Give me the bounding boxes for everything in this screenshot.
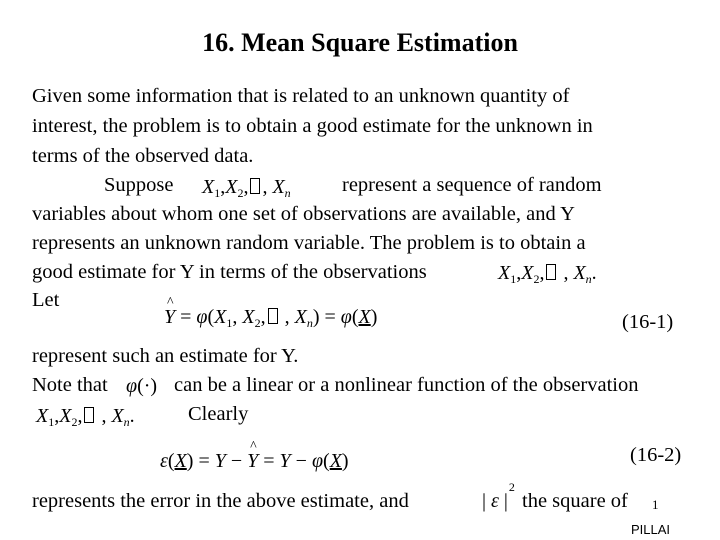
paragraph-line-last: represents the error in the above estimate, and (32, 490, 409, 512)
error-squared-formula: | ε | 2 (482, 480, 515, 512)
note-suffix: can be a linear or a nonlinear function of the observation (174, 374, 639, 396)
phi-function-formula: φ(·) (126, 375, 158, 397)
observations-formula-inline: $X_1,X_2$, , $X_n$. (498, 262, 597, 286)
observations-sequence-formula: $X_1,X_2$, , $X_n$ (202, 176, 291, 200)
suppose-label: Suppose (104, 174, 174, 196)
clearly-label: Clearly (188, 403, 249, 425)
footer-author: PILLAI (631, 522, 671, 537)
page-number: 1 (652, 497, 659, 512)
paragraph-line-good-estimate: good estimate for Y in terms of the observations (32, 261, 427, 283)
observations-formula-note: $X_1,X_2$, , $X_n$. (36, 405, 135, 429)
paragraph-line-represents: represents an unknown random variable. The problem is to obtain a (32, 232, 586, 254)
let-label: Let (32, 289, 60, 311)
slide-title: 16. Mean Square Estimation (202, 28, 518, 57)
equation-16-2: ε(X) = Y − ^ Y = Y − φ(X) (160, 450, 349, 473)
paragraph-line-represent-such: represent such an estimate for Y. (32, 345, 299, 367)
paragraph-line-1: Given some information that is related to an unknown quantity of (32, 85, 570, 107)
equation-16-1: ^ $Y = \varphi(X_1$, $X_2$, , $X_n) = \varphi(X)$ (164, 306, 377, 331)
paragraph-line-3: terms of the observed data. (32, 145, 254, 167)
equation-number-16-1: (16-1) (622, 311, 674, 333)
last-suffix: the square of (522, 490, 628, 512)
equation-number-16-2: (16-2) (630, 444, 682, 466)
paragraph-line-variables: variables about whom one set of observations are available, and Y (32, 203, 575, 225)
note-label: Note that (32, 374, 108, 396)
paragraph-line-2: interest, the problem is to obtain a good estimate for the unknown in (32, 115, 593, 137)
suppose-suffix: represent a sequence of random (342, 174, 602, 196)
